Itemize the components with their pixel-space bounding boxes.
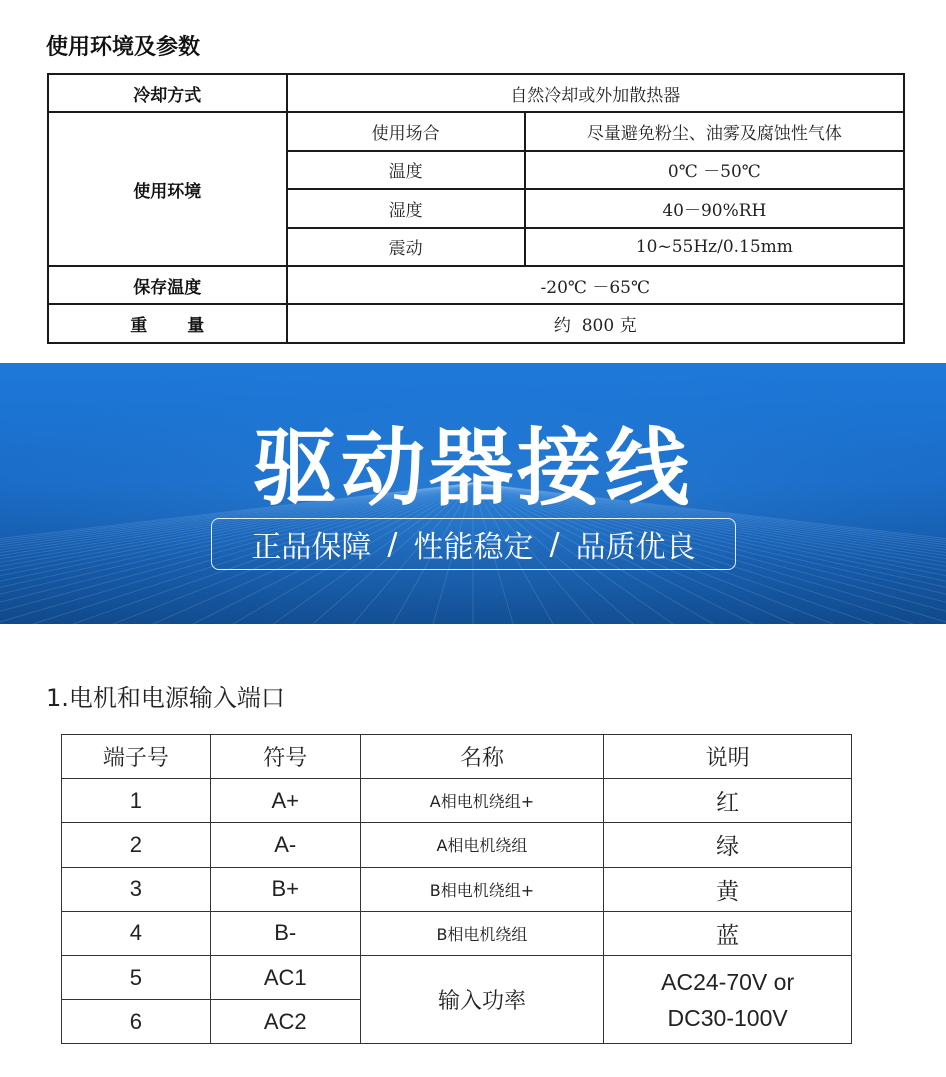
power-spec-line: AC24-70V or [661,968,795,995]
tag-quality: 品质优良 [575,530,696,565]
table-row [62,911,852,955]
terminal-name: A相电机绕组 [360,823,604,867]
power-spec-line: DC30-100V [667,1004,788,1031]
usage-label: 使用环境 [48,112,287,266]
storage-value: -20℃ －65℃ [287,266,904,304]
terminal-number: 2 [62,823,211,867]
usage-value: 40－90%RH [525,189,904,227]
table-header-row [62,735,852,779]
terminal-description: 红 [604,779,852,823]
usage-value: 10~55Hz/0.15mm [525,228,904,266]
usage-value: 0℃ －50℃ [525,151,904,189]
tag-stable: 性能稳定 [413,530,534,565]
table-row [62,823,852,867]
section-title-wiring: 1.电机和电源输入端口 [46,684,285,712]
terminal-symbol: B+ [210,867,360,911]
section-title-environment: 使用环境及参数 [46,35,201,60]
table-row [62,867,852,911]
banner-tagline [211,518,736,570]
table-row [48,112,904,150]
header-cell: 说明 [604,735,852,779]
tag-separator: / [549,526,560,562]
table-row [62,779,852,823]
terminal-symbol: B- [210,911,360,955]
usage-item: 震动 [287,228,525,266]
terminal-number: 5 [62,955,211,999]
terminal-name: B相电机绕组 [360,911,604,955]
usage-item: 使用场合 [287,112,525,150]
terminal-description: 黄 [604,867,852,911]
table-row [48,304,904,342]
terminal-description: 蓝 [604,911,852,955]
terminal-symbol: A+ [210,779,360,823]
header-cell: 符号 [210,735,360,779]
banner [0,363,946,624]
storage-label: 保存温度 [48,266,287,304]
environment-table [47,73,905,344]
weight-label: 重量 [48,304,287,342]
terminal-number: 3 [62,867,211,911]
terminal-symbol: AC2 [210,1000,360,1044]
table-row [48,74,904,112]
terminal-name: A相电机绕组+ [360,779,604,823]
terminal-number: 4 [62,911,211,955]
terminal-name: B相电机绕组+ [360,867,604,911]
terminal-number: 1 [62,779,211,823]
terminal-description: 绿 [604,823,852,867]
banner-title: 驱动器接线 [252,419,693,517]
terminal-number: 6 [62,1000,211,1044]
cooling-label: 冷却方式 [48,74,287,112]
tag-genuine: 正品保障 [251,530,372,565]
terminal-symbol: A- [210,823,360,867]
table-row [62,955,852,999]
header-cell: 名称 [360,735,604,779]
header-cell: 端子号 [62,735,211,779]
power-input-name: 输入功率 [360,955,604,1043]
usage-value: 尽量避免粉尘、油雾及腐蚀性气体 [525,112,904,150]
tag-separator: / [387,526,398,562]
wiring-table [61,734,852,1044]
table-row [48,266,904,304]
weight-value: 约 800 克 [287,304,904,342]
terminal-symbol: AC1 [210,955,360,999]
cooling-value: 自然冷却或外加散热器 [287,74,904,112]
usage-item: 温度 [287,151,525,189]
usage-item: 湿度 [287,189,525,227]
power-input-spec [604,955,852,1043]
